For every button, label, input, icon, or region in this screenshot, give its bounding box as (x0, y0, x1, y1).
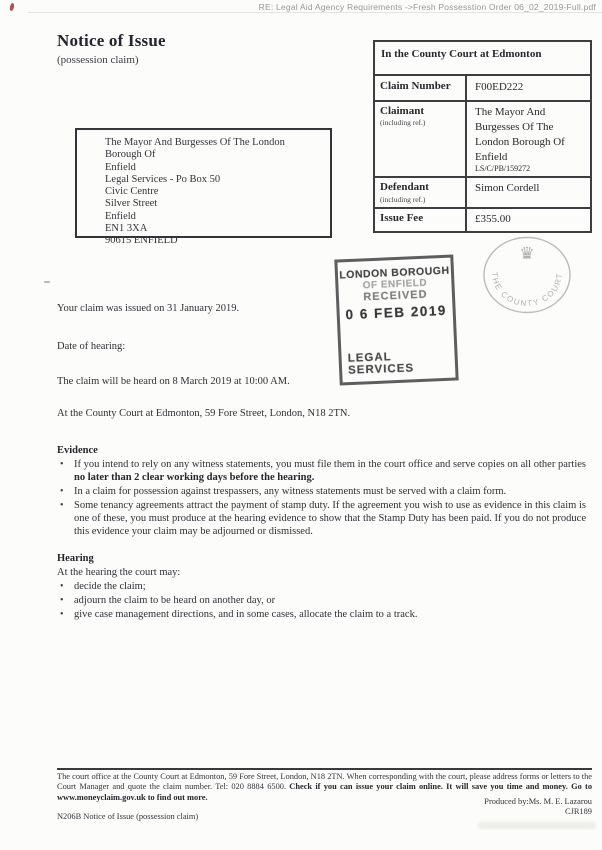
stamp-org-line1: LONDON BOROUGH (339, 264, 450, 282)
bullet-icon: • (60, 609, 64, 620)
address-line: Civic Centre (105, 186, 159, 198)
court-location-line: At the County Court at Edmonton, 59 Fore Street, London, N18 2TN. (57, 408, 351, 419)
hearing-bullet-3 (57, 608, 586, 621)
bullet-icon: • (60, 486, 64, 497)
scan-artifact-dash (44, 281, 50, 283)
county-court-seal (477, 229, 577, 321)
address-line: Enfield (105, 161, 136, 173)
bullet-icon: • (60, 581, 64, 592)
page-subtitle: (possession claim) (57, 54, 139, 66)
claim-number-value: F00ED222 (475, 81, 524, 94)
date-of-hearing-label: Date of hearing: (57, 341, 126, 352)
hearing-bullet-1-text: decide the claim; (74, 581, 146, 592)
evidence-heading: Evidence (57, 445, 98, 456)
evidence-bullet-3 (57, 499, 586, 538)
hearing-intro: At the hearing the court may: (57, 567, 181, 578)
evidence-bullet-1-text: If you intend to rely on any witness statements, you must file them in the court office and serve copies on all other parties (74, 459, 586, 470)
evidence-section (57, 444, 586, 538)
page-title: Notice of Issue (57, 31, 166, 50)
issue-fee-label: Issue Fee (380, 212, 424, 225)
hearing-heading: Hearing (57, 553, 94, 564)
court-name-line1: In the County Court at (381, 48, 490, 60)
claimant-ref-value: LS/C/PB/159272 (475, 163, 531, 173)
table-row-defendant (375, 176, 590, 207)
scan-artifact-red-mark (9, 3, 15, 12)
issue-fee-value: £355.00 (475, 213, 511, 226)
form-reference: N206B Notice of Issue (possession claim) (57, 812, 199, 821)
evidence-bullet-2-text: In a claim for possession against trespassers, any witness statements must be served with a claim form. (74, 486, 507, 497)
evidence-bullet-1-bold: no later than 2 clear working days before the hearing. (74, 472, 315, 483)
claimant-label: Claimant (380, 105, 424, 118)
court-office-note-bold: Check if you can issue your claim online. It will save you time and money. Go to www.moneyclaim.gov.uk to find out more. (57, 782, 593, 802)
seal-text: THE COUNTY COURT (489, 271, 565, 309)
hearing-bullet-1 (57, 580, 586, 593)
stamp-org-line2: OF ENFIELD (362, 277, 428, 292)
table-row-issue-fee (375, 207, 590, 231)
hearing-section (57, 552, 586, 621)
hearing-bullet-2-text: adjourn the claim to be heard on another day, or (74, 595, 276, 606)
bullet-icon: • (60, 459, 64, 470)
produced-by-line: Produced by:Ms. M. E. Lazarou (484, 797, 592, 806)
address-line: Legal Services - Po Box 50 (105, 173, 221, 185)
stamp-received-label: RECEIVED (363, 288, 428, 304)
claimant-ref-note: (including ref.) (380, 118, 426, 128)
svg-text:THE COUNTY COURT (490, 272, 564, 308)
court-details-table (373, 40, 592, 233)
hearing-bullet-2 (57, 594, 586, 607)
table-row-claimant (375, 100, 590, 176)
header-divider (28, 12, 602, 13)
claimant-address-box (75, 128, 332, 247)
stamp-date: 0 6 FEB 2019 (345, 302, 448, 323)
scan-artifact-smudge (478, 822, 596, 829)
address-line: Silver Street (105, 198, 158, 210)
defendant-label: Defendant (380, 181, 429, 194)
address-line: The Mayor And Burgesses Of The London Borough Of (105, 137, 285, 161)
table-row-claim-number (375, 74, 590, 100)
address-line: 90615 ENFIELD (105, 235, 178, 247)
hearing-bullet-3-text: give case management directions, and in some cases, allocate the claim to a track. (74, 609, 418, 620)
bullet-icon: • (60, 500, 64, 511)
footer-divider (57, 768, 592, 770)
stamp-dept-line: LEGAL SERVICES (347, 351, 415, 377)
address-line: Enfield (105, 210, 136, 222)
bullet-icon: • (60, 595, 64, 606)
evidence-bullet-2 (57, 485, 586, 498)
court-office-note-text: The court office at the County Court at Edmonton, 59 Fore Street, London, N18 2TN. When corresponding with the court, please address forms or letters to the Court Manager and quote the claim number. Tel: 020 8884 6500. (57, 772, 592, 792)
defendant-ref-note: (including ref.) (380, 194, 426, 204)
defendant-value: Simon Cordell (475, 182, 540, 195)
claim-number-label: Claim Number (380, 80, 451, 93)
evidence-bullet-1 (57, 458, 586, 484)
claimant-value: The Mayor And Burgesses Of The London Borough Of Enfield (475, 106, 565, 163)
document-code: CJR189 (565, 807, 592, 816)
evidence-bullet-3-text: Some tenancy agreements attract the payment of stamp duty. If the agreement you wish to use as evidence in this claim is one of these, you must produce at the hearing evidence to show that the Stamp Duty has been paid. If you do not produce this evidence your claim may be adjourned or dismissed. (74, 500, 586, 537)
document-filename: RE: Legal Aid Agency Requirements ->Fresh Possesstion Order 06_02_2019-Full.pdf (258, 2, 596, 12)
received-stamp (334, 254, 458, 385)
court-name-cell (375, 42, 590, 74)
court-name-line2: Edmonton (491, 48, 542, 60)
address-line: EN1 3XA (105, 223, 148, 235)
seal-crown-icon: ♛ (519, 244, 535, 263)
hearing-date-line: The claim will be heard on 8 March 2019 at 10:00 AM. (57, 376, 290, 387)
claim-issued-line: Your claim was issued on 31 January 2019. (57, 303, 240, 314)
